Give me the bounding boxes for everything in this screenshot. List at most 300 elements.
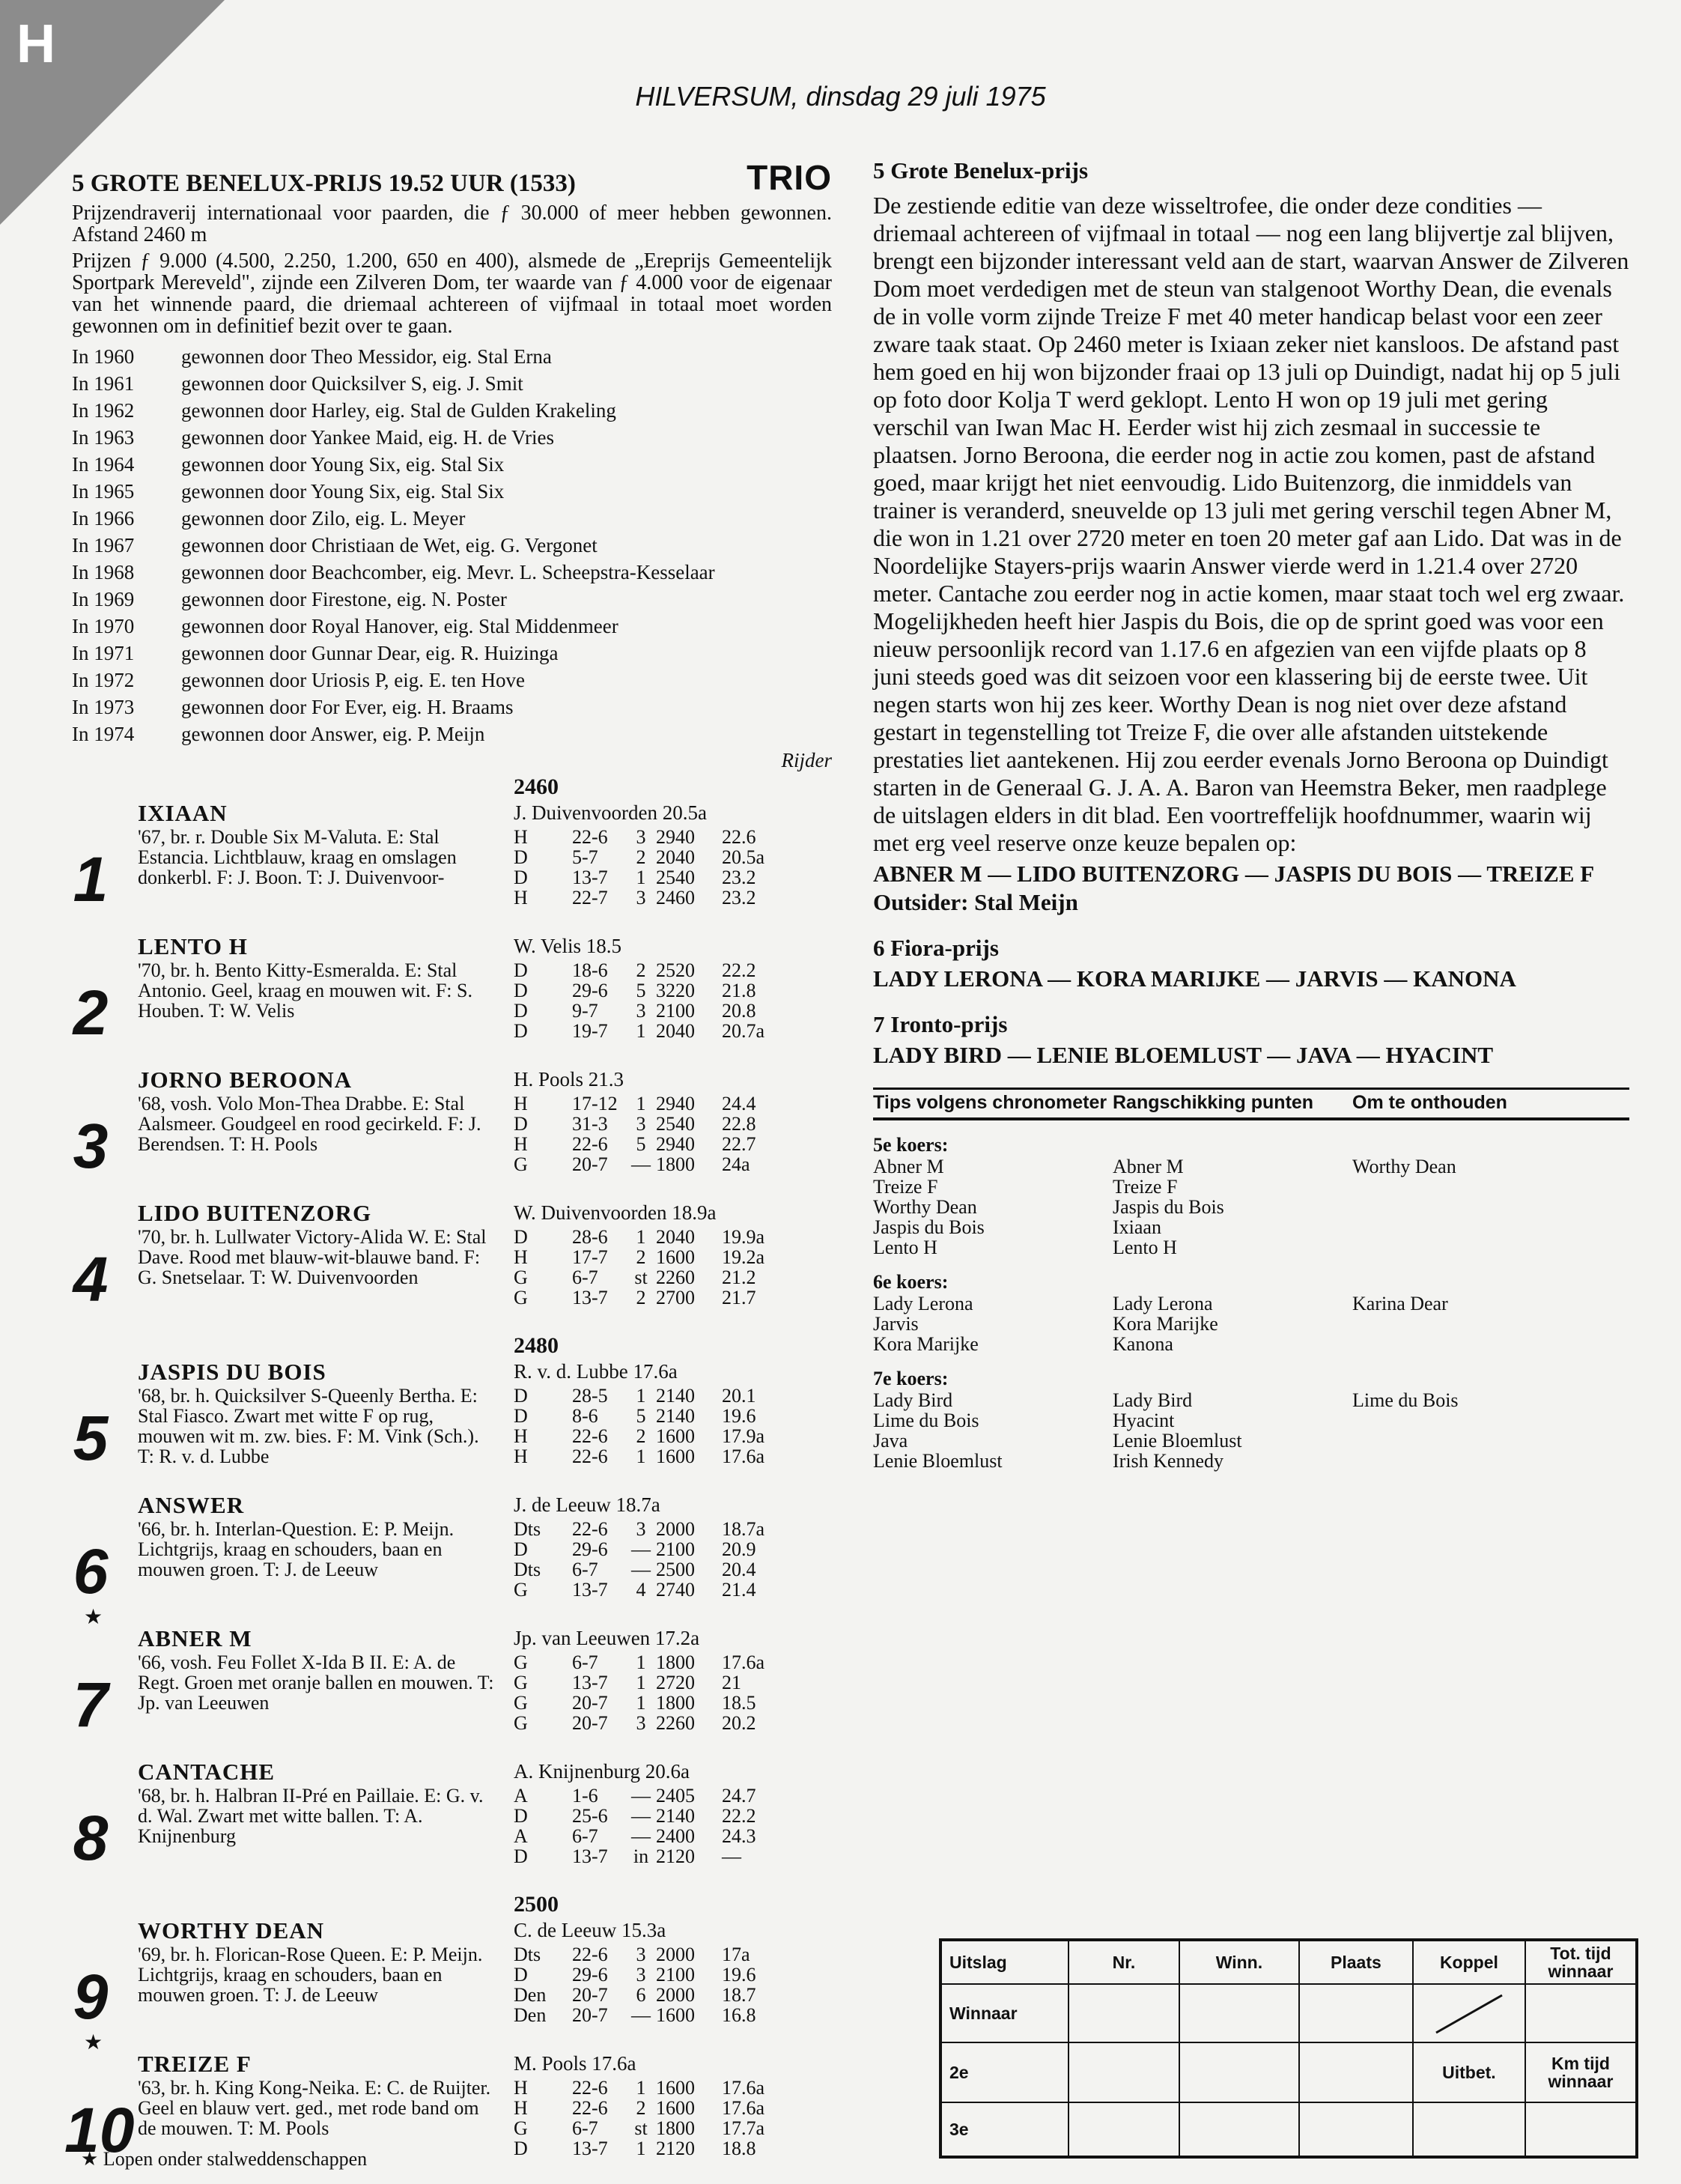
preview-column (873, 157, 1629, 1471)
form-row (514, 1539, 782, 1559)
past-winner-year: In 1961 (72, 372, 135, 395)
form-cell: 1600 (656, 1425, 695, 1447)
form-cell: 22-6 (572, 2077, 608, 2099)
form-row (514, 888, 782, 908)
form-row (514, 1021, 782, 1041)
form-cell: 18.7 (722, 1984, 756, 2006)
form-row (514, 1227, 782, 1247)
form-cell: D (514, 980, 528, 1001)
form-cell: — (722, 1845, 741, 1867)
form-cell: 2460 (656, 887, 695, 909)
form-cell: 5-7 (572, 846, 598, 868)
tip-punten: Lento H (1113, 1237, 1177, 1258)
tip-onthouden (1352, 1197, 1607, 1217)
form-cell: 29-6 (572, 1964, 608, 1986)
form-cell: 20-7 (572, 1153, 608, 1175)
form-row (514, 2138, 782, 2159)
form-cell: 8-6 (572, 1405, 598, 1427)
distance-marker: 2480 (514, 1333, 559, 1358)
horse-rider: H. Pools 21.3 (514, 1068, 624, 1091)
result-label-uitbet: Uitbet. (1414, 2043, 1526, 2103)
form-cell: 2940 (656, 826, 695, 848)
form-cell: H (514, 1093, 528, 1114)
form-row (514, 2005, 782, 2025)
form-cell: 2940 (656, 1093, 695, 1114)
form-cell: 3 (636, 826, 646, 848)
form-cell: 22-6 (572, 826, 608, 848)
form-cell: 17.6a (722, 2077, 765, 2099)
form-cell: 24a (722, 1153, 750, 1175)
race5-preview-text: De zestiende editie van deze wisseltrofee, die onder deze condities — driemaal achtereen of vijfmaal in totaal — nog een lang blijvertje zal blijven, brengt een bijzonder interessant veld aan de start, waarvan Answer de Zilveren Dom moet verdedigen met de steun van stalgenoot Worthy Dean, die evenals de in volle vorm zijnde Treize F met 40 meter handicap belast voor een zeer zware taak staat. Op 2460 meter is Ixiaan zeker niet kansloos. De afstand past hem goed en hij won bijzonder fraai op 13 juli op Duindigt, nadat hij op 5 juli op foto door Kolja T werd geklopt. Lento H won op 19 juli met gering verschil van Iwan Mac H. Eerder wist hij zich zesmaal in successie te plaatsen. Jorno Beroona, die eerder nog in actie zou komen, past de afstand goed, maar krijgt het niet eenvoudig. Lido Buitenzorg, die inmiddels van trainer is veranderd, sneuvelde op 13 juli met gering verschil tegen Abner M, die won in 1.21 over 2720 meter en toen 20 meter gaf aan Lido. Dat was in de Noordelijke Stayers-prijs waarin Answer vierde werd in 1.21.4 over 2720 meter. Cantache zou eerder nog in actie komen, maar staat toch wel erg zwaar. Mogelijkheden heeft hier Jaspis du Bois, die op de sprint goed was voor een nieuw persoonlijk record van 1.17.6 en afgezien van een vijfde plaats op 8 juni steeds goed was dit seizoen voor een klassering bij de eerste twee. Uit negen starts won hij zes keer. Worthy Dean is nog niet over deze afstand gestart in tegenstelling tot Treize F, die over alle afstanden uitstekende prestaties liet aantekenen. Hij zou eerder evenals Jorno Beroona op Duindigt starten in de Generaal G. J. A. A. Baron van Heemstra Beker, men raadplege de uitslagen elders in dit blad. Een voortreffelijk hoofdnummer, waarin wij met erg veel reserve onze keuze bepalen op: (873, 192, 1629, 856)
horse-entry (72, 933, 832, 1067)
horse-description: '70, br. h. Bento Kitty-Esmeralda. E: Stal Antonio. Geel, kraag en mouwen wit. F: S. Houben. T: W. Velis (138, 959, 472, 1022)
tip-onthouden: Lime du Bois (1352, 1389, 1459, 1411)
form-row (514, 2098, 782, 2118)
result-cell[interactable] (1526, 1985, 1635, 2043)
form-cell: G (514, 1153, 528, 1175)
result-header-koppel: Koppel (1414, 1941, 1526, 1985)
past-winner-row (72, 505, 832, 532)
form-cell: 1 (636, 1672, 646, 1693)
form-cell: 31-3 (572, 1113, 608, 1135)
footnote: ★ Lopen onder stalweddenschappen (81, 2148, 368, 2170)
tip-punten: Kanona (1113, 1333, 1173, 1355)
form-cell: D (514, 959, 528, 981)
form-row (514, 847, 782, 867)
past-winner-text: gewonnen door Zilo, eig. L. Meyer (181, 507, 466, 530)
form-row (514, 1693, 782, 1713)
result-row-winnaar (942, 1985, 1635, 2043)
saddle-number: 10 (64, 2095, 135, 2165)
form-cell: 1 (636, 1093, 646, 1114)
form-cell: 17.6a (722, 1446, 765, 1467)
distance-marker: 2500 (514, 1892, 559, 1917)
form-cell: 21.7 (722, 1287, 756, 1308)
result-cell[interactable] (1069, 2043, 1180, 2103)
form-cell: 1800 (656, 2117, 695, 2139)
form-cell: 19.6 (722, 1405, 756, 1427)
form-cell: — (631, 1153, 651, 1175)
form-cell: 1800 (656, 1692, 695, 1714)
form-cell: 20.8 (722, 1000, 756, 1022)
horse-name: LIDO BUITENZORG (138, 1200, 372, 1226)
form-cell: 13-7 (572, 2138, 608, 2159)
form-cell: 19.9a (722, 1226, 765, 1248)
result-cell-koppel[interactable] (1414, 1985, 1526, 2043)
form-cell: A (514, 1785, 528, 1807)
past-winner-row (72, 532, 832, 559)
form-cell: — (631, 1825, 651, 1847)
result-cell[interactable] (1069, 1985, 1180, 2043)
horse-rider: W. Duivenvoorden 18.9a (514, 1201, 717, 1224)
form-row (514, 1846, 782, 1866)
form-cell: 2 (636, 2097, 646, 2119)
form-cell: 13-7 (572, 867, 608, 888)
form-cell: 2740 (656, 1579, 695, 1601)
horse-name: TREIZE F (138, 2051, 252, 2077)
form-cell: 2100 (656, 1964, 695, 1986)
form-cell: 18.5 (722, 1692, 756, 1714)
form-cell: 22-6 (572, 1133, 608, 1155)
tip-onthouden (1352, 1314, 1607, 1334)
form-cell: 1 (636, 1226, 646, 1248)
form-cell: D (514, 1405, 528, 1427)
tip-chronometer: Lento H (873, 1237, 937, 1258)
past-winner-row (72, 424, 832, 451)
horse-description: '66, br. h. Interlan-Question. E: P. Meijn. Lichtgrijs, kraag en schouders, baan en mouwen groen. T: J. de Leeuw (138, 1518, 455, 1580)
form-cell: Dts (514, 1559, 541, 1580)
saddle-number: 9 (73, 1962, 109, 2032)
form-cell: 20-7 (572, 1712, 608, 1734)
form-cell: 5 (636, 1133, 646, 1155)
horse-rider: A. Knijnenburg 20.6a (514, 1760, 690, 1783)
past-winner-year: In 1967 (72, 534, 135, 556)
form-cell: 3 (636, 1000, 646, 1022)
form-cell: 2940 (656, 1133, 695, 1155)
form-cell: 5 (636, 1405, 646, 1427)
form-cell: 2040 (656, 1226, 695, 1248)
koers-block (873, 1134, 1629, 1258)
past-winner-year: In 1962 (72, 399, 135, 422)
tip-onthouden (1352, 1334, 1607, 1354)
horse-entry (72, 1917, 832, 2054)
form-cell: 2260 (656, 1712, 695, 1734)
form-cell: 18-6 (572, 959, 608, 981)
form-cell: 20.7a (722, 1020, 765, 1042)
result-cell[interactable] (1300, 2103, 1414, 2156)
form-row (514, 1114, 782, 1134)
form-cell: Den (514, 2004, 547, 2026)
form-cell: 1600 (656, 1246, 695, 1268)
form-cell: — (631, 1785, 651, 1807)
form-cell: G (514, 1651, 528, 1673)
horse-rider: C. de Leeuw 15.3a (514, 1919, 666, 1941)
tip-chronometer: Abner M (873, 1156, 944, 1177)
past-winner-text: gewonnen door Yankee Maid, eig. H. de Vries (181, 426, 555, 449)
form-cell: 2120 (656, 1845, 695, 1867)
result-header-uitslag: Uitslag (942, 1941, 1069, 1985)
past-winners-list (72, 343, 832, 747)
form-cell: H (514, 2077, 528, 2099)
form-cell: 18.7a (722, 1518, 765, 1540)
race-heading (72, 157, 832, 198)
horse-rider: M. Pools 17.6a (514, 2052, 636, 2075)
form-cell: 20-7 (572, 2004, 608, 2026)
tip-chronometer: Lime du Bois (873, 1410, 979, 1431)
form-cell: 21.2 (722, 1267, 756, 1288)
form-row (514, 1944, 782, 1965)
form-cell: D (514, 1964, 528, 1986)
form-cell: 21.4 (722, 1579, 756, 1601)
tip-chronometer: Kora Marijke (873, 1333, 979, 1355)
result-cell[interactable] (1300, 2043, 1414, 2103)
form-row (514, 827, 782, 847)
form-row (514, 1652, 782, 1672)
form-cell: G (514, 1672, 528, 1693)
form-cell: H (514, 2097, 528, 2119)
result-cell[interactable] (1069, 2103, 1180, 2156)
horse-name: ANSWER (138, 1492, 245, 1518)
form-cell: 2000 (656, 1518, 695, 1540)
koers-row (873, 1293, 1629, 1314)
race-card-column (64, 157, 832, 2184)
form-table (514, 1944, 782, 2025)
tips-header-punten: Rangschikking punten (1113, 1092, 1314, 1113)
past-winner-year: In 1971 (72, 642, 135, 664)
form-cell: Dts (514, 1944, 541, 1965)
form-cell: — (631, 1805, 651, 1827)
koers-row (873, 1431, 1629, 1451)
form-cell: 1600 (656, 2077, 695, 2099)
form-row (514, 1559, 782, 1580)
form-cell: 2000 (656, 1984, 695, 2006)
form-cell: G (514, 1692, 528, 1714)
horse-name: JASPIS DU BOIS (138, 1359, 326, 1385)
diagonal-stroke-icon (1414, 1985, 1526, 2043)
form-cell: 19.2a (722, 1246, 765, 1268)
past-winner-year: In 1968 (72, 561, 135, 583)
race6-heading: 6 Fiora-prijs (873, 935, 999, 961)
result-header-row (942, 1941, 1635, 1985)
form-cell: 20.5a (722, 846, 765, 868)
form-cell: 2040 (656, 1020, 695, 1042)
form-cell: 1 (636, 2138, 646, 2159)
form-row (514, 867, 782, 888)
saddle-number: 6 (73, 1536, 109, 1607)
form-cell: 2 (636, 959, 646, 981)
form-cell: 20.1 (722, 1385, 756, 1407)
past-winner-year: In 1966 (72, 507, 135, 530)
result-row-3e (942, 2103, 1635, 2156)
form-cell: 2720 (656, 1672, 695, 1693)
form-cell: 1 (636, 867, 646, 888)
form-cell: 20.9 (722, 1538, 756, 1560)
form-cell: G (514, 2117, 528, 2139)
koers-row (873, 1177, 1629, 1197)
form-cell: 2 (636, 1246, 646, 1268)
past-winner-year: In 1973 (72, 696, 135, 718)
tip-chronometer: Java (873, 1430, 908, 1452)
form-cell: 13-7 (572, 1672, 608, 1693)
result-cell[interactable] (1180, 2103, 1300, 2156)
past-winner-text: gewonnen door Young Six, eig. Stal Six (181, 480, 505, 503)
form-cell: 22-6 (572, 1518, 608, 1540)
form-cell: 2040 (656, 846, 695, 868)
past-winner-row (72, 640, 832, 667)
form-cell: 2700 (656, 1287, 695, 1308)
result-row-2e (942, 2043, 1635, 2103)
form-cell: 5 (636, 980, 646, 1001)
horse-description: '68, br. h. Halbran II-Pré en Paillaie. E: G. v. d. Wal. Zwart met witte ballen. T: A. Knijnenburg (138, 1785, 484, 1847)
result-cell[interactable] (1300, 1985, 1414, 2043)
tip-punten: Jaspis du Bois (1113, 1196, 1224, 1218)
form-cell: — (631, 1538, 651, 1560)
form-cell: 2100 (656, 1000, 695, 1022)
result-label-3e: 3e (942, 2103, 1069, 2156)
form-row (514, 1965, 782, 1985)
form-cell: D (514, 2138, 528, 2159)
form-cell: 19-7 (572, 1020, 608, 1042)
past-winner-row (72, 343, 832, 370)
form-cell: in (633, 1845, 649, 1867)
saddle-number: 7 (73, 1669, 109, 1740)
horse-rider: W. Velis 18.5 (514, 935, 622, 957)
tip-punten: Abner M (1113, 1156, 1184, 1177)
form-cell: 28-6 (572, 1226, 608, 1248)
form-cell: 6-7 (572, 1559, 598, 1580)
race7-tips: LADY BIRD — LENIE BLOEMLUST — JAVA — HYACINT (873, 1042, 1494, 1068)
result-cell[interactable] (1526, 2103, 1635, 2156)
form-cell: st (634, 1267, 648, 1288)
form-cell: 2540 (656, 1113, 695, 1135)
form-cell: 3 (636, 887, 646, 909)
horse-entry (72, 800, 832, 933)
form-row (514, 1985, 782, 2005)
form-cell: Dts (514, 1518, 541, 1540)
form-cell: 25-6 (572, 1805, 608, 1827)
horse-name: JORNO BEROONA (138, 1067, 352, 1093)
tip-punten: Treize F (1113, 1176, 1178, 1198)
past-winner-year: In 1972 (72, 669, 135, 691)
form-table (514, 2078, 782, 2159)
form-row (514, 1672, 782, 1693)
past-winner-text: gewonnen door Gunnar Dear, eig. R. Huizinga (181, 642, 559, 664)
past-winner-text: gewonnen door Theo Messidor, eig. Stal Erna (181, 345, 552, 368)
koers-row (873, 1156, 1629, 1177)
form-cell: 1 (636, 1446, 646, 1467)
form-cell: 6 (636, 1984, 646, 2006)
form-row (514, 1093, 782, 1114)
result-label-kmtijd: Km tijd winnaar (1526, 2043, 1635, 2103)
horse-rider: J. Duivenvoorden 20.5a (514, 801, 707, 824)
tips-table-body (873, 1134, 1629, 1471)
result-cell[interactable] (1180, 2043, 1300, 2103)
form-cell: 20-7 (572, 1984, 608, 2006)
tip-punten: Kora Marijke (1113, 1313, 1218, 1335)
form-cell: D (514, 846, 528, 868)
tip-chronometer: Lady Bird (873, 1389, 953, 1411)
form-cell: G (514, 1287, 528, 1308)
form-table (514, 960, 782, 1041)
koers-row (873, 1451, 1629, 1471)
form-cell: H (514, 1446, 528, 1467)
form-row (514, 1287, 782, 1308)
form-row (514, 1386, 782, 1406)
result-cell[interactable] (1180, 1985, 1300, 2043)
form-table (514, 1386, 782, 1466)
past-winner-row (72, 694, 832, 721)
tips-header-onthouden: Om te onthouden (1352, 1092, 1507, 1113)
past-winner-text: gewonnen door Uriosis P, eig. E. ten Hove (181, 669, 525, 691)
horse-description: '69, br. h. Florican-Rose Queen. E: P. Meijn. Lichtgrijs, kraag en schouders, baan en mouwen groen. T: J. de Leeuw (138, 1944, 483, 2006)
form-cell: H (514, 1425, 528, 1447)
form-cell: D (514, 1226, 528, 1248)
past-winner-row (72, 559, 832, 586)
form-row (514, 1154, 782, 1174)
past-winner-row (72, 478, 832, 505)
result-cell[interactable] (1414, 2103, 1526, 2156)
past-winner-year: In 1974 (72, 723, 135, 745)
past-winner-text: gewonnen door Young Six, eig. Stal Six (181, 453, 505, 476)
tip-onthouden: Worthy Dean (1352, 1156, 1456, 1177)
tip-chronometer: Lenie Bloemlust (873, 1450, 1003, 1472)
form-cell: 1600 (656, 1446, 695, 1467)
form-cell: 3 (636, 1712, 646, 1734)
form-cell: 22-6 (572, 1425, 608, 1447)
form-cell: D (514, 1020, 528, 1042)
form-cell: 22-7 (572, 887, 608, 909)
koers-row (873, 1334, 1629, 1354)
result-header-nr: Nr. (1069, 1941, 1180, 1985)
race-conditions: Prijzendraverij internationaal voor paarden, die ƒ 30.000 of meer hebben gewonnen. Afstand 2460 m (72, 201, 832, 246)
form-row (514, 1580, 782, 1600)
past-winner-year: In 1964 (72, 453, 135, 476)
form-cell: 1800 (656, 1153, 695, 1175)
form-cell: 22.2 (722, 959, 756, 981)
horse-description: '67, br. r. Double Six M-Valuta. E: Stal Estancia. Lichtblauw, kraag en omslagen donkerbl. F: J. Boon. T: J. Duivenvoor- (138, 826, 457, 888)
horse-rider: R. v. d. Lubbe 17.6a (514, 1360, 678, 1383)
form-cell: 29-6 (572, 1538, 608, 1560)
koers-row (873, 1197, 1629, 1217)
tip-punten: Lady Lerona (1113, 1293, 1213, 1314)
form-cell: 3 (636, 1964, 646, 1986)
form-row (514, 1713, 782, 1733)
past-winner-year: In 1960 (72, 345, 135, 368)
koers-block (873, 1368, 1629, 1471)
form-cell: 17-12 (572, 1093, 618, 1114)
horse-entry (72, 1359, 832, 1492)
race5-tips: ABNER M — LIDO BUITENZORG — JASPIS DU BOIS — TREIZE F (873, 861, 1595, 887)
form-cell: 22-6 (572, 1446, 608, 1467)
form-cell: 29-6 (572, 980, 608, 1001)
form-cell: 24.7 (722, 1785, 756, 1807)
past-winner-text: gewonnen door For Ever, eig. H. Braams (181, 696, 514, 718)
form-cell: G (514, 1267, 528, 1288)
form-cell: 18.8 (722, 2138, 756, 2159)
tip-punten: Lenie Bloemlust (1113, 1430, 1242, 1452)
race5-outsider: Outsider: Stal Meijn (873, 889, 1078, 915)
form-cell: 3 (636, 1944, 646, 1965)
form-cell: 2520 (656, 959, 695, 981)
form-cell: 19.6 (722, 1964, 756, 1986)
star-icon: ★ (84, 2031, 103, 2054)
horse-name: CANTACHE (138, 1759, 276, 1785)
form-cell: 17.6a (722, 2097, 765, 2119)
horse-name: LENTO H (138, 933, 248, 959)
horse-entry (72, 1625, 832, 1759)
form-cell: 23.2 (722, 887, 756, 909)
tip-onthouden (1352, 1237, 1607, 1258)
koers-row (873, 1410, 1629, 1431)
race-title: 5 GROTE BENELUX-PRIJS 19.52 UUR (1533) (72, 170, 576, 197)
rider-column-label: Rijder (781, 749, 832, 771)
form-cell: D (514, 1538, 528, 1560)
tip-chronometer: Worthy Dean (873, 1196, 977, 1218)
past-winner-row (72, 613, 832, 640)
form-cell: 3 (636, 1518, 646, 1540)
form-cell: 9-7 (572, 1000, 598, 1022)
tip-punten: Hyacint (1113, 1410, 1175, 1431)
horse-entry (72, 1067, 832, 1200)
form-cell: 2100 (656, 1538, 695, 1560)
form-cell: 2140 (656, 1805, 695, 1827)
form-cell: — (631, 2004, 651, 2026)
distance-marker: 2460 (514, 774, 559, 799)
form-cell: D (514, 1113, 528, 1135)
tips-table (873, 1088, 1629, 1471)
form-cell: 22-6 (572, 2097, 608, 2119)
horse-description: '63, br. h. King Kong-Neika. E: C. de Ruijter. Geel en blauw vert. ged., met rode band om de mouwen. T: M. Pools (138, 2077, 491, 2139)
